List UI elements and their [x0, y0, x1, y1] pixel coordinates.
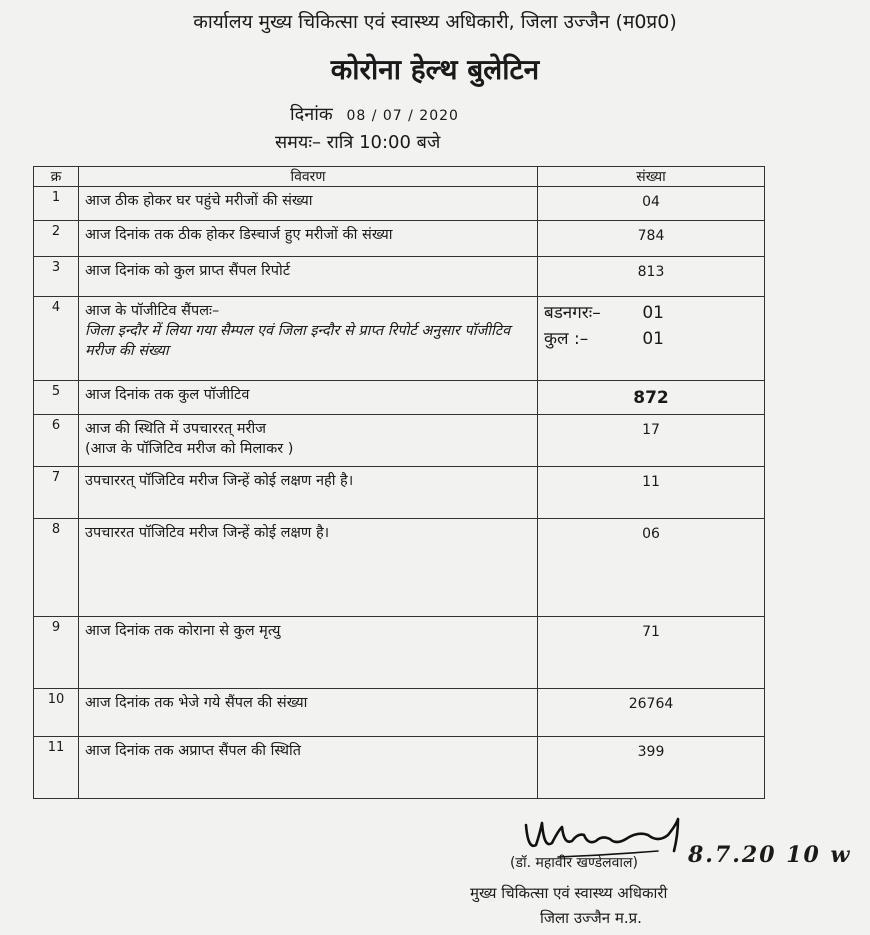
- handwritten-date: 8.7.20 10 w: [688, 842, 852, 868]
- row-number: 1: [34, 187, 79, 221]
- office-heading: कार्यालय मुख्य चिकित्सा एवं स्वास्थ्य अधिकारी, जिला उज्जैन (म0प्र0): [193, 11, 677, 33]
- table-row: [34, 737, 765, 799]
- row-description-main: आज की स्थिति में उपचाररत् मरीज: [85, 421, 266, 437]
- header-description: विवरण: [79, 167, 538, 187]
- count-value: 872: [633, 388, 669, 408]
- row-description-detail: जिला इन्दौर में लिया गया सैम्पल एवं जिला इन्दौर से प्राप्त रिपोर्ट अनुसार पॉजीटिव मरीज की संख्या: [85, 323, 511, 359]
- row-number: 6: [34, 415, 79, 467]
- row-count: [538, 617, 765, 689]
- table-row: [34, 381, 765, 415]
- row-count: [538, 257, 765, 297]
- row-description: आज दिनांक तक कोराना से कुल मृत्यु: [79, 617, 538, 689]
- row-count: [538, 689, 765, 737]
- row-count: [538, 519, 765, 617]
- count-value: 06: [642, 526, 660, 542]
- count-line-total: [544, 326, 664, 352]
- table-row: [34, 415, 765, 467]
- row-number: 7: [34, 467, 79, 519]
- row-count: [538, 467, 765, 519]
- count-line-badnagar: [544, 300, 664, 326]
- row-count: [538, 381, 765, 415]
- count-value: 11: [642, 474, 660, 490]
- row-number: 4: [34, 297, 79, 381]
- row-count: [538, 221, 765, 257]
- row-description-detail: (आज के पॉजिटिव मरीज को मिलाकर ): [85, 441, 294, 457]
- table-row: [34, 257, 765, 297]
- count-label: कुल :–: [544, 329, 589, 349]
- count-value: 813: [637, 264, 665, 280]
- count-label: बडनगरः–: [544, 303, 601, 323]
- row-description: [79, 415, 538, 467]
- table-row: [34, 221, 765, 257]
- count-value: 399: [637, 744, 665, 760]
- row-number: 11: [34, 737, 79, 799]
- row-description: आज दिनांक तक अप्राप्त सैंपल की स्थिति: [79, 737, 538, 799]
- bulletin-table: [33, 166, 765, 799]
- time-line: समयः– रात्रि 10:00 बजे: [275, 132, 441, 153]
- count-value: 01: [642, 329, 664, 349]
- date-value: 08 / 07 / 2020: [346, 108, 459, 124]
- row-number: 5: [34, 381, 79, 415]
- table-row: [34, 617, 765, 689]
- table-row: [34, 467, 765, 519]
- row-description: उपचाररत पॉजिटिव मरीज जिन्हें कोई लक्षण है।: [79, 519, 538, 617]
- table-header-row: [34, 167, 765, 187]
- row-description: आज ठीक होकर घर पहुंचे मरीजों की संख्या: [79, 187, 538, 221]
- row-description-main: आज के पॉजीटिव सैंपलः–: [85, 303, 220, 319]
- row-count: [538, 415, 765, 467]
- row-count: [538, 737, 765, 799]
- table-row: [34, 519, 765, 617]
- row-number: 3: [34, 257, 79, 297]
- count-value: 04: [642, 194, 660, 210]
- row-count: [538, 187, 765, 221]
- table-row: [34, 689, 765, 737]
- row-description: आज दिनांक तक कुल पॉजीटिव: [79, 381, 538, 415]
- row-number: 8: [34, 519, 79, 617]
- row-number: 9: [34, 617, 79, 689]
- date-line: [290, 102, 459, 126]
- count-value: 784: [637, 228, 665, 244]
- signatory-name: (डॉ. महावीर खण्डेलवाल): [510, 855, 638, 871]
- date-label: दिनांक: [290, 104, 333, 125]
- row-number: 10: [34, 689, 79, 737]
- count-value: 17: [642, 422, 660, 438]
- row-description: [79, 297, 538, 381]
- count-value: 71: [642, 624, 660, 640]
- row-description: आज दिनांक को कुल प्राप्त सैंपल रिपोर्ट: [79, 257, 538, 297]
- signatory-designation: मुख्य चिकित्सा एवं स्वास्थ्य अधिकारी: [470, 884, 668, 902]
- row-description: उपचाररत् पॉजिटिव मरीज जिन्हें कोई लक्षण नही है।: [79, 467, 538, 519]
- table-row: [34, 187, 765, 221]
- row-description: आज दिनांक तक ठीक होकर डिस्चार्ज हुए मरीजों की संख्या: [79, 221, 538, 257]
- table-row: [34, 297, 765, 381]
- bulletin-title: कोरोना हेल्थ बुलेटिन: [330, 53, 540, 86]
- header-count: संख्या: [538, 167, 765, 187]
- count-value: 26764: [628, 696, 674, 712]
- signatory-place: जिला उज्जैन म.प्र.: [540, 909, 642, 927]
- row-description: आज दिनांक तक भेजे गये सैंपल की संख्या: [79, 689, 538, 737]
- count-value: 01: [642, 303, 664, 323]
- row-number: 2: [34, 221, 79, 257]
- header-serial: क्र: [34, 167, 79, 187]
- row-count-split: [538, 297, 765, 381]
